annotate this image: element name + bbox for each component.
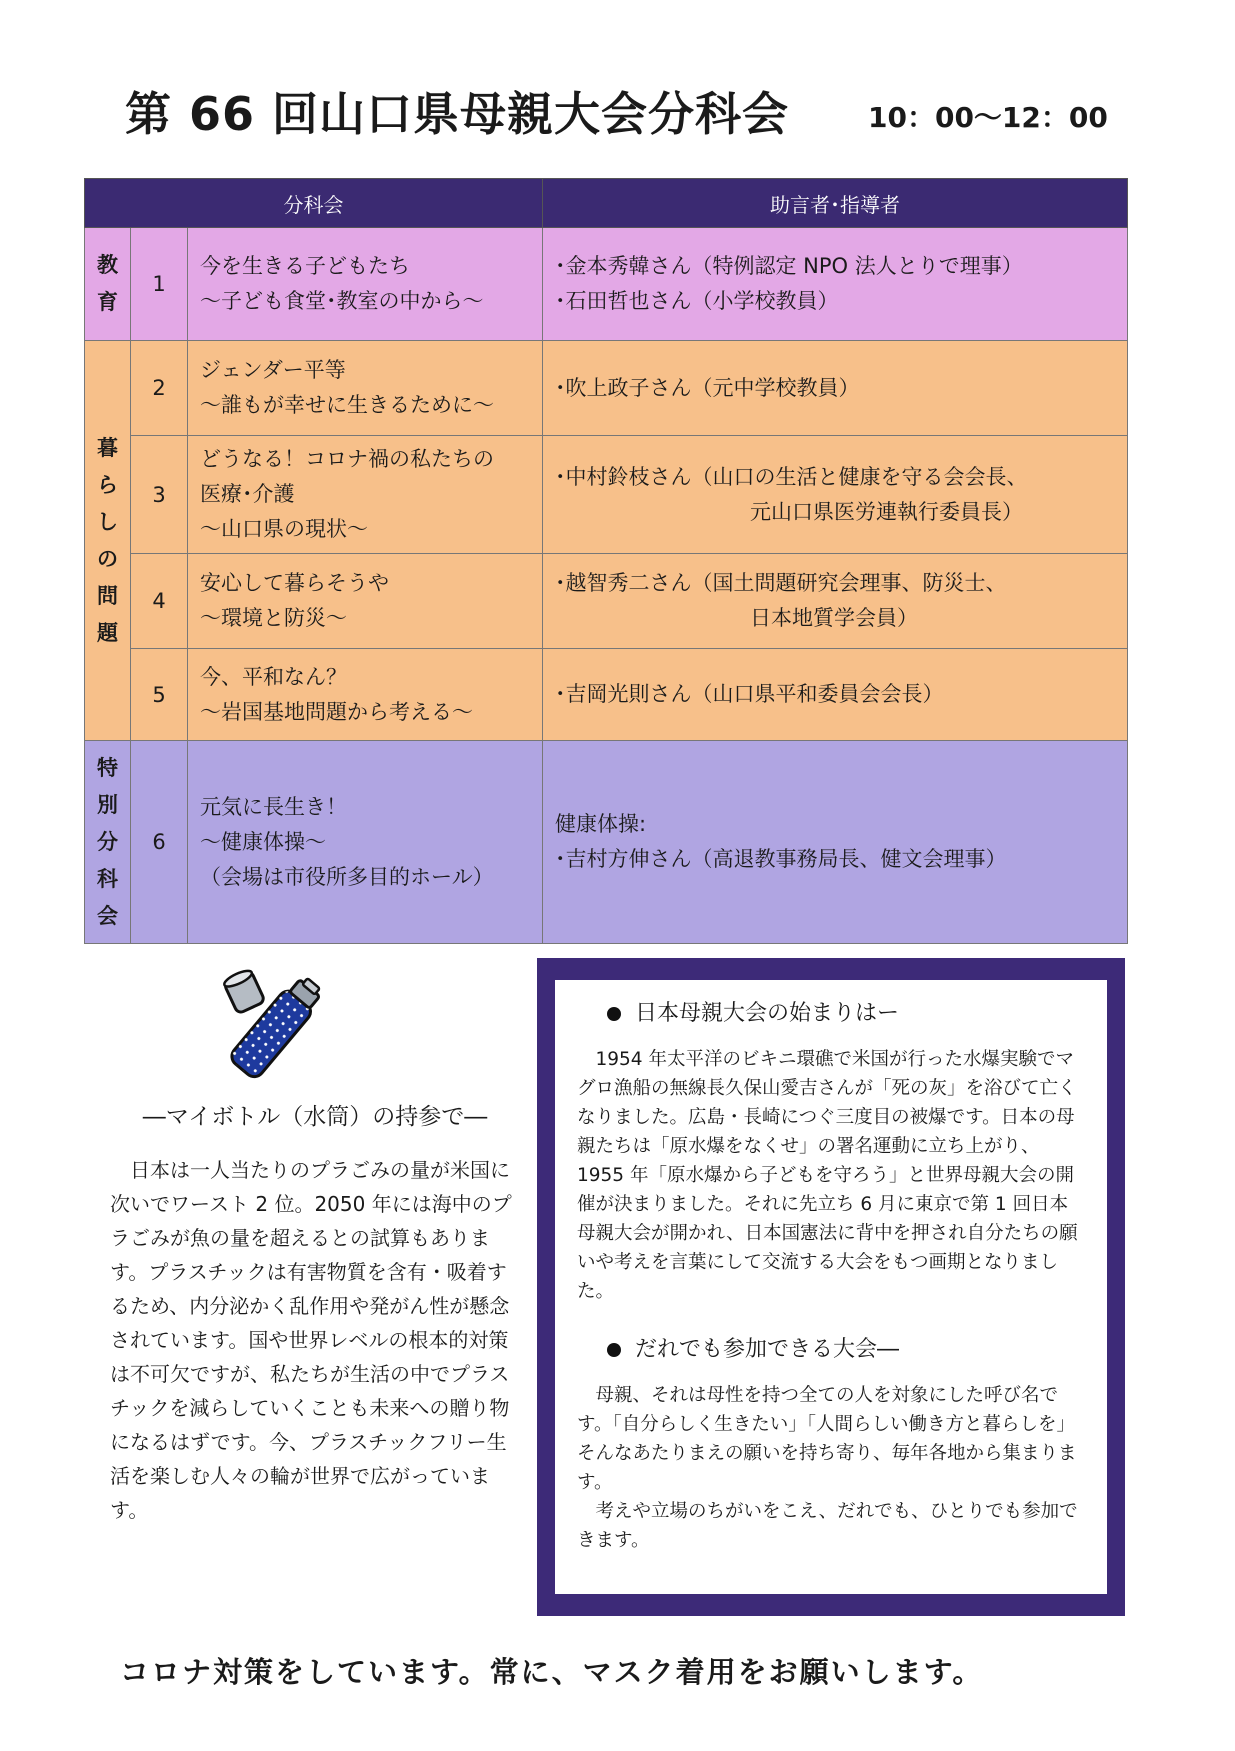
category-char: 育 <box>97 290 118 314</box>
participation-heading-text: だれでも参加できる大会― <box>635 1337 900 1362</box>
session-advisor <box>543 436 1128 554</box>
session-table <box>84 178 1128 944</box>
session-advisor <box>543 341 1128 436</box>
session-number: 3 <box>131 436 188 554</box>
category-char: ら <box>97 472 118 497</box>
session-number: 1 <box>131 228 188 341</box>
topic-line: ジェンダー平等 <box>200 358 346 382</box>
session-topic <box>188 341 543 436</box>
history-box-inner <box>555 980 1107 1594</box>
advisor-line: ･吹上政子さん（元中学校教員） <box>555 375 860 400</box>
topic-line: （会場は市役所多目的ホール） <box>200 864 494 889</box>
session-number: 5 <box>131 649 188 741</box>
topic-line: ～誰もが幸せに生きるために～ <box>200 393 494 417</box>
advisor-line: 健康体操: <box>555 812 647 836</box>
topic-line: 元気に長生き！ <box>200 794 347 819</box>
category-char: 教 <box>97 253 118 277</box>
session-advisor <box>543 649 1128 741</box>
category-education <box>85 228 131 341</box>
bottle-article <box>110 1098 520 1527</box>
session-topic <box>188 649 543 741</box>
session-advisor <box>543 554 1128 649</box>
advisor-line: ･越智秀二さん（国土問題研究会理事、防災士、 <box>555 571 1007 595</box>
category-char: 暮 <box>97 435 118 460</box>
session-advisor <box>543 228 1128 341</box>
table-row <box>85 436 1128 554</box>
category-char: 分 <box>97 829 118 854</box>
session-topic <box>188 554 543 649</box>
bullet-icon <box>607 1007 621 1021</box>
advisor-line: ･金本秀韓さん（特例認定 NPO 法人とりで理事） <box>555 254 1023 278</box>
advisor-line: ･中村鈴枝さん（山口の生活と健康を守る会会長、 <box>555 464 1028 489</box>
event-time: 10：00～12：00 <box>868 101 1108 134</box>
history-paragraph: 1954 年太平洋のビキニ環礁で米国が行った水爆実験でマグロ漁船の無線長久保山愛吉さんが「死の灰」を浴びて亡くなりました。広島・長崎につぐ三度目の被爆です。日本の母親たちは「原水爆をなくせ」の署名運動に立ち上がり、1955 年「原水爆から子どもを守ろう」と世界母親大会の開催が決まりました。それに先立ち 6 月に東京で第 1 回日本母親大会が開かれ、日本国憲法に背中を押され自分たちの願いや考えを言葉にして交流する大会をもつ画期となりました。 <box>577 1049 1078 1302</box>
category-life <box>85 341 131 741</box>
page-title: 第 66 回山口県母親大会分科会 <box>125 87 790 141</box>
advisor-line: 元山口県医労連執行委員長） <box>750 499 1023 524</box>
advisor-line: ･吉岡光則さん（山口県平和委員会会長） <box>555 682 944 706</box>
table-row <box>85 228 1128 341</box>
table-row <box>85 341 1128 436</box>
advisor-line: ･石田哲也さん（小学校教員） <box>555 289 839 313</box>
topic-line: ～岩国基地問題から考える～ <box>200 699 473 724</box>
topic-line: ～山口県の現状～ <box>200 517 368 541</box>
session-number: 6 <box>131 741 188 944</box>
session-topic <box>188 741 543 944</box>
bottle-heading: ―マイボトル（水筒）の持参で― <box>142 1104 488 1130</box>
participation-paragraph: 母親、それは母性を持つ全ての人を対象にした呼び名です。「自分らしく生きたい」「人間らしい働き方と暮らしを」そんなあたりまえの願いを持ち寄り、毎年各地から集まります。 <box>577 1385 1077 1493</box>
topic-line: 安心して暮らそうや <box>200 571 389 595</box>
session-topic <box>188 436 543 554</box>
topic-line: ～健康体操～ <box>200 829 326 854</box>
history-heading <box>607 996 1085 1027</box>
session-number: 4 <box>131 554 188 649</box>
category-char: 会 <box>97 903 118 928</box>
history-heading-text: 日本母親大会の始まりはー <box>635 1001 900 1026</box>
category-char: の <box>97 546 118 571</box>
category-special <box>85 741 131 944</box>
session-number: 2 <box>131 341 188 436</box>
session-advisor <box>543 741 1128 944</box>
topic-line: ～子ども食堂･教室の中から～ <box>200 289 484 313</box>
advisor-line: 日本地質学会員） <box>750 606 918 630</box>
table-row <box>85 554 1128 649</box>
topic-line: どうなる！コロナ禍の私たちの <box>200 447 494 471</box>
water-bottle-icon <box>212 962 342 1092</box>
topic-line: 今、平和なん？ <box>200 664 347 689</box>
category-char: 問 <box>97 583 118 608</box>
header-session: 分科会 <box>85 179 543 228</box>
category-char: 題 <box>97 620 118 645</box>
category-char: 特 <box>97 755 118 780</box>
topic-line: 医療･介護 <box>200 482 295 506</box>
bottle-body: 日本は一人当たりのプラごみの量が米国に次いでワースト 2 位。2050 年には海中のプラごみが魚の量を超えるとの試算もあります。プラスチックは有害物質を含有・吸着するため、内分泌かく乱作用や発がん性が懸念されています。国や世界レベルの根本的対策は不可欠ですが、私たちが生活の中でプラスチックを減らしていくことも未来への贈り物になるはずです。今、プラスチックフリー生活を楽しむ人々の輪が世界で広がっています。 <box>110 1158 512 1522</box>
history-box <box>537 958 1125 1616</box>
bullet-icon <box>607 1343 621 1357</box>
advisor-line: ･吉村方伸さん（高退教事務局長、健文会理事） <box>555 847 1007 871</box>
topic-line: 今を生きる子どもたち <box>200 254 410 278</box>
category-char: 科 <box>97 866 118 891</box>
table-row <box>85 649 1128 741</box>
header-advisor: 助言者･指導者 <box>543 179 1128 228</box>
category-char: 別 <box>97 792 118 817</box>
participation-paragraph: 考えや立場のちがいをこえ、だれでも、ひとりでも参加できます。 <box>577 1501 1078 1551</box>
session-topic <box>188 228 543 341</box>
table-row <box>85 741 1128 944</box>
participation-heading <box>607 1332 1085 1363</box>
topic-line: ～環境と防災～ <box>200 606 347 630</box>
footer-notice: コロナ対策をしています。常に、マスク着用をお願いします。 <box>120 1655 984 1689</box>
category-char: し <box>97 509 118 534</box>
table-header-row <box>85 179 1128 228</box>
